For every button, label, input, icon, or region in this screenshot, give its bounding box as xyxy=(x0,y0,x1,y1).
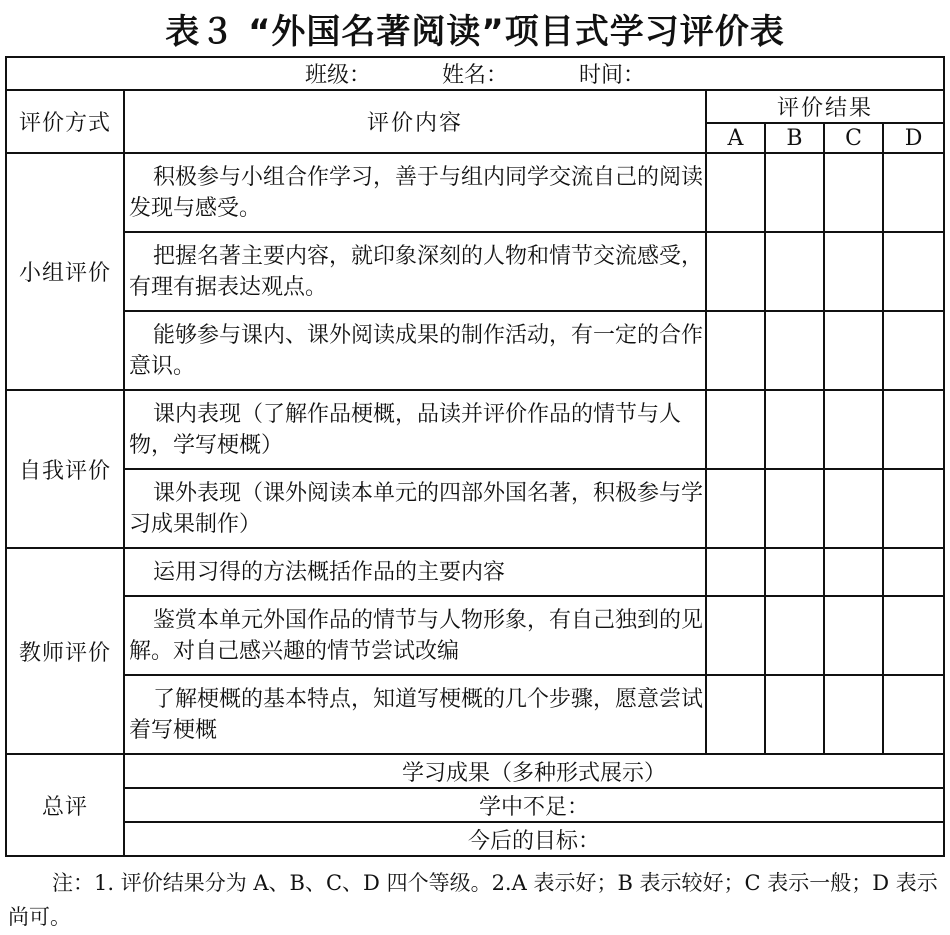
table-title: 表３ “外国名著阅读”项目式学习评价表 xyxy=(165,12,785,52)
summary-achievements: 学习成果（多种形式展示） xyxy=(124,754,944,788)
grade-cell[interactable] xyxy=(765,548,824,596)
header-result: 评价结果 xyxy=(706,90,944,123)
header-content: 评价内容 xyxy=(124,90,706,153)
table-row xyxy=(6,153,944,232)
table-row xyxy=(6,469,944,548)
grade-cell[interactable] xyxy=(824,311,883,390)
summary-label: 总评 xyxy=(6,754,124,856)
evaluation-table xyxy=(5,56,945,857)
grade-cell[interactable] xyxy=(824,469,883,548)
method-self: 自我评价 xyxy=(6,390,124,548)
grade-cell[interactable] xyxy=(765,232,824,311)
method-teacher: 教师评价 xyxy=(6,548,124,754)
info-cell xyxy=(6,57,944,90)
grade-cell[interactable] xyxy=(883,548,944,596)
table-row xyxy=(6,232,944,311)
table-row xyxy=(6,311,944,390)
grade-cell[interactable] xyxy=(883,596,944,675)
criterion: 能够参与课内、课外阅读成果的制作活动，有一定的合作意识。 xyxy=(124,311,706,390)
grade-cell[interactable] xyxy=(706,390,765,469)
summary-goals: 今后的目标： xyxy=(124,822,944,856)
grade-cell[interactable] xyxy=(706,311,765,390)
table-row xyxy=(6,675,944,754)
grade-cell[interactable] xyxy=(824,548,883,596)
grade-cell[interactable] xyxy=(765,469,824,548)
grade-cell[interactable] xyxy=(824,390,883,469)
criterion: 课内表现（了解作品梗概，品读并评价作品的情节与人物，学写梗概） xyxy=(124,390,706,469)
grade-cell[interactable] xyxy=(706,232,765,311)
footnote: 注：1. 评价结果分为 A、B、C、D 四个等级。2.A 表示好；B 表示较好；C 表示一般；D 表示尚可。 xyxy=(8,871,938,929)
grade-cell[interactable] xyxy=(706,596,765,675)
grade-cell[interactable] xyxy=(765,390,824,469)
table-row xyxy=(6,548,944,596)
header-method: 评价方式 xyxy=(6,90,124,153)
criterion: 把握名著主要内容，就印象深刻的人物和情节交流感受，有理有据表达观点。 xyxy=(124,232,706,311)
grade-cell[interactable] xyxy=(765,675,824,754)
criterion: 鉴赏本单元外国作品的情节与人物形象，有自己独到的见解。对自己感兴趣的情节尝试改编 xyxy=(124,596,706,675)
criterion: 积极参与小组合作学习，善于与组内同学交流自己的阅读发现与感受。 xyxy=(124,153,706,232)
method-group: 小组评价 xyxy=(6,153,124,390)
grade-cell[interactable] xyxy=(883,469,944,548)
summary-shortcomings: 学中不足： xyxy=(124,788,944,822)
time-label: 时间： xyxy=(579,63,646,88)
grade-cell[interactable] xyxy=(883,390,944,469)
criterion: 课外表现（课外阅读本单元的四部外国名著，积极参与学习成果制作） xyxy=(124,469,706,548)
criterion: 了解梗概的基本特点，知道写梗概的几个步骤，愿意尝试着写梗概 xyxy=(124,675,706,754)
name-label: 姓名： xyxy=(442,63,509,88)
summary-row xyxy=(6,754,944,788)
class-label: 班级： xyxy=(305,63,372,88)
header-row xyxy=(6,90,944,123)
grade-cell[interactable] xyxy=(706,153,765,232)
table-row xyxy=(6,390,944,469)
grade-d: D xyxy=(883,123,944,153)
summary-row xyxy=(6,788,944,822)
table-row xyxy=(6,596,944,675)
grade-cell[interactable] xyxy=(765,596,824,675)
grade-b: B xyxy=(765,123,824,153)
grade-cell[interactable] xyxy=(706,548,765,596)
grade-c: C xyxy=(824,123,883,153)
grade-cell[interactable] xyxy=(706,469,765,548)
criterion: 运用习得的方法概括作品的主要内容 xyxy=(124,548,706,596)
grade-a: A xyxy=(706,123,765,153)
grade-cell[interactable] xyxy=(824,153,883,232)
grade-cell[interactable] xyxy=(883,153,944,232)
grade-cell[interactable] xyxy=(883,311,944,390)
grade-cell[interactable] xyxy=(824,675,883,754)
info-row xyxy=(6,57,944,90)
grade-cell[interactable] xyxy=(824,232,883,311)
grade-cell[interactable] xyxy=(883,232,944,311)
grade-cell[interactable] xyxy=(765,311,824,390)
grade-cell[interactable] xyxy=(883,675,944,754)
summary-row xyxy=(6,822,944,856)
grade-cell[interactable] xyxy=(706,675,765,754)
grade-cell[interactable] xyxy=(765,153,824,232)
grade-cell[interactable] xyxy=(824,596,883,675)
